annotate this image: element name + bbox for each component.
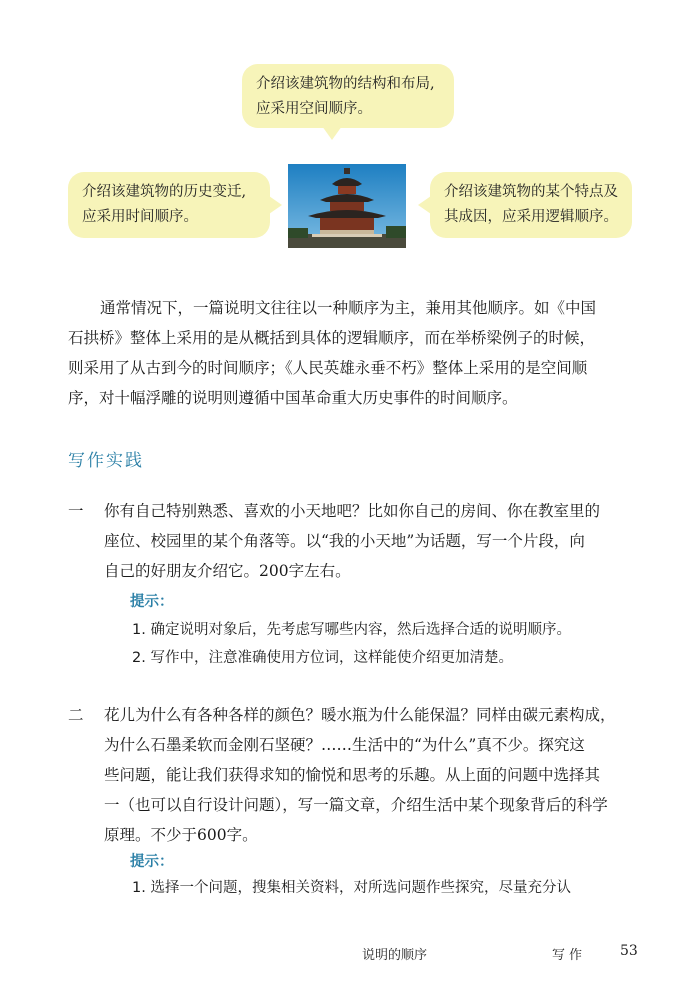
item-number: 二 xyxy=(68,706,84,724)
item-line: 你有自己特别熟悉、喜欢的小天地吧？比如你自己的房间、你在教室里的 xyxy=(104,502,601,520)
body-paragraph xyxy=(68,293,634,413)
bubble-line: 介绍该建筑物的结构和布局, xyxy=(256,76,435,92)
bubble-line: 介绍该建筑物的某个特点及 xyxy=(444,184,618,200)
item-text xyxy=(104,700,638,850)
paragraph-line: 石拱桥》整体上采用的是从概括到具体的逻辑顺序，而在举桥梁例子的时候， xyxy=(68,329,596,347)
bubble-time-order xyxy=(68,172,270,238)
bubble-spatial-order xyxy=(242,64,454,128)
footer-chapter: 说明的顺序 xyxy=(362,948,428,963)
bubble-line: 应采用空间顺序。 xyxy=(256,101,372,117)
hint-title: 提示： xyxy=(130,854,174,870)
item-line: 原理。不少于600字。 xyxy=(104,826,258,844)
item-line: 些问题，能让我们获得求知的愉悦和思考的乐趣。从上面的问题中选择其 xyxy=(104,766,601,784)
hint-title: 提示： xyxy=(130,594,174,610)
item-number: 一 xyxy=(68,502,84,520)
bubble-line: 介绍该建筑物的历史变迁, xyxy=(82,184,247,200)
section-title: 写作实践 xyxy=(68,451,144,471)
item-line: 自己的好朋友介绍它。200字左右。 xyxy=(104,562,351,580)
bubble-line: 应采用时间顺序。 xyxy=(82,209,198,225)
hint-line: 2. 写作中，注意准确使用方位词，这样能使介绍更加清楚。 xyxy=(132,650,513,666)
hint-line: 1. 选择一个问题，搜集相关资料，对所选问题作些探究，尽量充分认 xyxy=(132,880,571,896)
paragraph-line: 序，对十幅浮雕的说明则遵循中国革命重大历史事件的时间顺序。 xyxy=(68,389,518,407)
paragraph-line: 通常情况下，一篇说明文往往以一种顺序为主，兼用其他顺序。如《中国 xyxy=(100,299,597,317)
hint-line: 1. 确定说明对象后，先考虑写哪些内容，然后选择合适的说明顺序。 xyxy=(132,622,571,638)
item-line: 花儿为什么有各种各样的颜色？暖水瓶为什么能保温？同样由碳元素构成， xyxy=(104,706,616,724)
item-text xyxy=(104,496,638,586)
item-line: 一（也可以自行设计问题），写一篇文章，介绍生活中某个现象背后的科学 xyxy=(104,796,608,814)
page-number: 53 xyxy=(620,943,638,959)
pavilion-photo xyxy=(288,164,406,248)
bubble-logic-order xyxy=(430,172,632,238)
bubble-tail xyxy=(418,196,431,214)
item-line: 为什么石墨柔软而金刚石坚硬？……生活中的“为什么”真不少。探究这 xyxy=(104,736,585,754)
item-line: 座位、校园里的某个角落等。以“我的小天地”为话题，写一个片段，向 xyxy=(104,532,585,550)
bubble-tail xyxy=(269,196,282,214)
footer-section: 写作 xyxy=(552,948,587,963)
bubble-tail xyxy=(322,126,342,140)
bubble-line: 其成因，应采用逻辑顺序。 xyxy=(444,209,618,225)
paragraph-line: 则采用了从古到今的时间顺序；《人民英雄永垂不朽》整体上采用的是空间顺 xyxy=(68,359,588,377)
